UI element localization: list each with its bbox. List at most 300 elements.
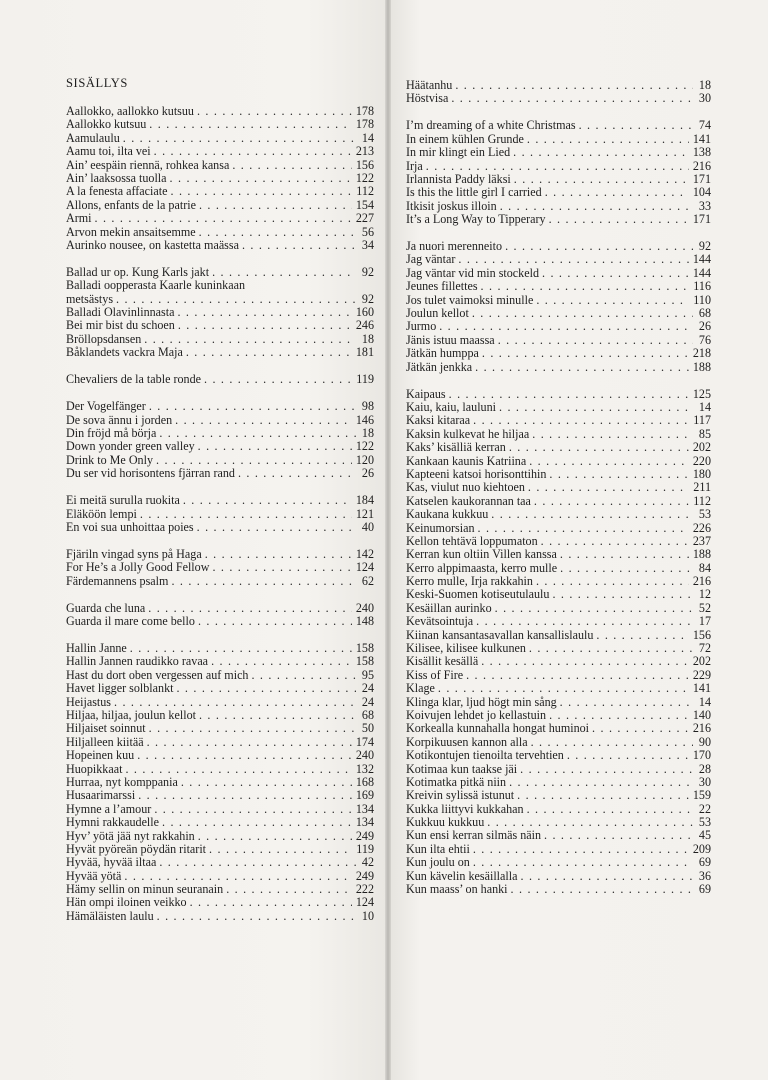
page-number: 117 <box>693 413 711 428</box>
dot-leader <box>242 239 356 252</box>
entry-title: Is this the little girl I carried <box>406 185 542 200</box>
dot-leader <box>148 602 352 615</box>
entry-title: metsästys <box>66 291 114 306</box>
page-number: 119 <box>356 372 374 387</box>
index-entry <box>406 548 711 561</box>
dot-leader <box>190 896 352 909</box>
entry-title: Jätkän jenkka <box>406 359 473 374</box>
entry-title: Keski-Suomen kotiseutulaulu <box>406 587 550 602</box>
dot-leader <box>529 642 693 655</box>
entry-title: Jos tulet vaimoksi minulle <box>406 292 534 307</box>
entry-title: Kisällit kesällä <box>406 654 479 669</box>
dot-leader <box>130 642 352 655</box>
entry-title: Kun kävelin kesäillalla <box>406 868 518 883</box>
dot-leader <box>451 92 693 105</box>
page-number: 45 <box>698 828 711 843</box>
dot-leader <box>183 494 352 507</box>
index-group <box>66 548 374 588</box>
index-entry <box>406 320 711 333</box>
index-entry <box>406 829 711 842</box>
index-entry <box>406 495 711 508</box>
entry-title: Kun ensi kerran silmäs näin <box>406 828 542 843</box>
index-entry <box>406 615 711 628</box>
page-number: 53 <box>698 507 711 522</box>
page-number: 134 <box>355 801 374 816</box>
page-number: 148 <box>355 614 374 629</box>
dot-leader <box>181 776 352 789</box>
dot-leader <box>482 347 689 360</box>
dot-leader <box>176 682 356 695</box>
dot-leader <box>198 615 352 628</box>
page-number: 50 <box>361 721 374 736</box>
entry-title: Jänis istuu maassa <box>406 332 495 347</box>
dot-leader <box>473 414 689 427</box>
dot-leader <box>149 118 352 131</box>
index-entry <box>66 333 374 346</box>
entry-title: Kankaan kaunis Katriina <box>406 453 527 468</box>
index-entry <box>66 440 374 453</box>
dot-leader <box>199 709 356 722</box>
index-entry <box>406 535 711 548</box>
page-number: 158 <box>355 654 374 669</box>
dot-leader <box>238 467 356 480</box>
page-number: 209 <box>692 841 711 856</box>
index-entry <box>66 655 374 668</box>
page-number: 84 <box>698 560 711 575</box>
entry-title: Husaarimarssi <box>66 788 136 803</box>
index-entry <box>406 455 711 468</box>
index-entry <box>406 508 711 521</box>
page-number: 158 <box>355 641 374 656</box>
entry-title: I’m dreaming of a white Christmas <box>406 118 576 133</box>
page-title: SISÄLLYS <box>66 76 128 90</box>
dot-leader <box>125 763 351 776</box>
entry-title: Bröllopsdansen <box>66 331 142 346</box>
entry-title: Koivujen lehdet jo kellastuin <box>406 707 547 722</box>
dot-leader <box>426 160 689 173</box>
dot-leader <box>527 803 693 816</box>
left-index-list <box>66 105 374 923</box>
page-number: 104 <box>692 185 711 200</box>
page-number: 220 <box>692 453 711 468</box>
dot-leader <box>439 320 693 333</box>
dot-leader <box>149 400 356 413</box>
index-entry <box>406 92 711 105</box>
index-group <box>406 240 711 374</box>
index-entry <box>66 494 374 507</box>
index-entry <box>406 709 711 722</box>
page-number: 171 <box>692 212 711 227</box>
entry-title: Kerro mulle, Irja rakkahin <box>406 574 533 589</box>
dot-leader <box>95 212 352 225</box>
entry-title: Kreivin sylissä istunut <box>406 788 515 803</box>
dot-leader <box>552 588 693 601</box>
left-column <box>66 77 374 937</box>
index-entry <box>66 736 374 749</box>
page-number: 53 <box>698 815 711 830</box>
index-entry <box>66 346 374 359</box>
entry-title: De sova ännu i jorden <box>66 412 173 427</box>
entry-title: Kukka liittyvi kukkahan <box>406 801 524 816</box>
dot-leader <box>549 468 688 481</box>
dot-leader <box>162 816 352 829</box>
entry-title: Jurmo <box>406 319 437 334</box>
entry-title: Hämäläisten laulu <box>66 908 154 923</box>
index-entry <box>66 427 374 440</box>
page-number: 10 <box>361 908 374 923</box>
dot-leader <box>209 843 352 856</box>
entry-title: Häätanhu <box>406 78 453 92</box>
dot-leader <box>473 856 693 869</box>
dot-leader <box>549 213 689 226</box>
index-entry <box>66 373 374 386</box>
page-number: 246 <box>355 318 374 333</box>
entry-title: Du ser vid horisontens fjärran rand <box>66 466 235 481</box>
page-number: 211 <box>693 480 711 495</box>
entry-title: A la fenesta affaciate <box>66 184 168 199</box>
index-entry <box>66 709 374 722</box>
index-group <box>66 266 374 360</box>
entry-title: Drink to Me Only <box>66 452 154 467</box>
entry-title: Aallokko kutsuu <box>66 117 147 132</box>
dot-leader <box>149 722 356 735</box>
page-number: 22 <box>698 801 711 816</box>
dot-leader <box>232 159 352 172</box>
dot-leader <box>509 776 693 789</box>
page-number: 18 <box>698 78 711 92</box>
dot-leader <box>211 655 352 668</box>
page-number: 146 <box>355 412 374 427</box>
page-number: 85 <box>698 426 711 441</box>
index-entry <box>406 213 711 226</box>
entry-title: Der Vogelfänger <box>66 399 146 414</box>
entry-title: Kiinan kansantasavallan kansallislaulu <box>406 627 594 642</box>
index-entry <box>406 160 711 173</box>
entry-title: Ballad ur op. Kung Karls jakt <box>66 264 210 279</box>
page-number: 169 <box>355 788 374 803</box>
dot-leader <box>438 682 689 695</box>
index-entry <box>406 749 711 762</box>
page-number: 141 <box>692 131 711 146</box>
entry-title: Kellon tehtävä loppumaton <box>406 533 538 548</box>
dot-leader <box>567 749 689 762</box>
dot-leader <box>212 561 351 574</box>
index-entry <box>406 401 711 414</box>
page-number: 216 <box>692 721 711 736</box>
page-number: 154 <box>355 197 374 212</box>
page-number: 52 <box>698 600 711 615</box>
index-entry <box>406 602 711 615</box>
index-entry <box>66 749 374 762</box>
index-entry <box>66 870 374 883</box>
index-entry <box>66 199 374 212</box>
page-number: 17 <box>698 614 711 629</box>
page-number: 24 <box>361 681 374 696</box>
dot-leader <box>517 789 689 802</box>
index-entry <box>66 803 374 816</box>
dot-leader <box>476 615 693 628</box>
entry-title: Hurraa, nyt komppania <box>66 774 178 789</box>
index-entry <box>406 522 711 535</box>
entry-title: Hämy sellin on minun seuranain <box>66 882 224 897</box>
page-number: 144 <box>692 252 711 267</box>
entry-title: Kotimaa kun taakse jäi <box>406 761 518 776</box>
page-number: 138 <box>692 145 711 160</box>
index-group <box>66 642 374 923</box>
entry-title: Irlannista Paddy läksi <box>406 171 511 186</box>
page-number: 141 <box>692 681 711 696</box>
page-number: 140 <box>692 707 711 722</box>
index-entry <box>66 696 374 709</box>
page-number: 95 <box>361 667 374 682</box>
entry-title: Din fröjd må börja <box>66 425 157 440</box>
dot-leader <box>147 736 352 749</box>
page-number: 110 <box>693 292 711 307</box>
index-entry <box>406 669 711 682</box>
page-number: 98 <box>361 399 374 414</box>
index-group <box>66 602 374 629</box>
page-number: 124 <box>355 895 374 910</box>
dot-leader <box>226 883 352 896</box>
dot-leader <box>478 522 689 535</box>
index-entry <box>66 816 374 829</box>
entry-title: In einem kühlen Grunde <box>406 131 524 146</box>
page-number: 42 <box>361 855 374 870</box>
page-number: 72 <box>698 641 711 656</box>
page-number: 237 <box>692 533 711 548</box>
page-number: 56 <box>361 224 374 239</box>
dot-leader <box>475 361 689 374</box>
dot-leader <box>542 267 689 280</box>
dot-leader <box>197 521 356 534</box>
dot-leader <box>170 172 352 185</box>
dot-leader <box>205 548 352 561</box>
entry-title: Kaipaus <box>406 386 446 401</box>
dot-leader <box>500 200 693 213</box>
entry-title: Ain’ laaksossa tuolla <box>66 170 167 185</box>
page-number: 124 <box>355 560 374 575</box>
dot-leader <box>528 481 689 494</box>
entry-title: Kaiu, kaiu, lauluni <box>406 399 497 414</box>
dot-leader <box>154 145 352 158</box>
page-number: 12 <box>698 587 711 602</box>
dot-leader <box>154 803 352 816</box>
dot-leader <box>212 266 356 279</box>
dot-leader <box>495 602 693 615</box>
entry-title: Aurinko nousee, on kastetta maässa <box>66 237 239 252</box>
dot-leader <box>156 454 352 467</box>
entry-title: Heijastus <box>66 694 112 709</box>
page-number: 28 <box>698 761 711 776</box>
entry-title: Ain’ eespäin riennä, rohkea kansa <box>66 157 230 172</box>
index-entry <box>406 200 711 213</box>
page-number: 30 <box>698 91 711 106</box>
page-number: 92 <box>361 264 374 279</box>
page-number: 240 <box>355 748 374 763</box>
entry-title: Korkealla kunnahalla hongat huminoi <box>406 721 590 736</box>
page-number: 125 <box>692 386 711 401</box>
dot-leader <box>159 427 356 440</box>
entry-title: Joulun kellot <box>406 306 469 321</box>
page-number: 168 <box>355 774 374 789</box>
index-entry <box>66 763 374 776</box>
entry-title: Kaukana kukkuu <box>406 507 489 522</box>
page-number: 68 <box>698 306 711 321</box>
page-number: 18 <box>361 425 374 440</box>
index-entry <box>66 910 374 923</box>
page-number: 76 <box>698 332 711 347</box>
entry-title: Klage <box>406 681 435 696</box>
entry-title: Ja nuori merenneito <box>406 239 503 254</box>
index-entry <box>406 736 711 749</box>
page-number: 112 <box>693 493 711 508</box>
index-entry <box>406 334 711 347</box>
index-entry <box>406 280 711 293</box>
entry-title: Kun joulu on <box>406 855 470 870</box>
index-entry <box>406 428 711 441</box>
page-number: 119 <box>356 841 374 856</box>
page-number: 132 <box>355 761 374 776</box>
page-number: 156 <box>355 157 374 172</box>
page-number: 68 <box>361 708 374 722</box>
index-entry <box>66 454 374 467</box>
entry-title: Down yonder green valley <box>66 439 195 454</box>
dot-leader <box>251 669 356 682</box>
dot-leader <box>498 334 693 347</box>
dot-leader <box>114 696 356 709</box>
index-entry <box>406 307 711 320</box>
index-entry <box>406 468 711 481</box>
index-entry <box>66 172 374 185</box>
page-number: 142 <box>355 546 374 561</box>
dot-leader <box>198 440 352 453</box>
index-entry <box>406 776 711 789</box>
entry-title: Färdemannens psalm <box>66 573 169 588</box>
index-entry <box>66 776 374 789</box>
index-entry <box>406 870 711 883</box>
index-group <box>66 494 374 534</box>
dot-leader <box>545 186 689 199</box>
index-entry <box>406 294 711 307</box>
entry-title: Armi <box>66 211 92 226</box>
page-number: 181 <box>355 345 374 360</box>
dot-leader <box>449 388 689 401</box>
dot-leader <box>511 883 693 896</box>
entry-title: Kesäillan aurinko <box>406 600 492 615</box>
dot-leader <box>199 226 356 239</box>
entry-title: Hyvää yötä <box>66 868 122 883</box>
index-entry <box>406 883 711 896</box>
page-number: 122 <box>355 170 374 185</box>
page-number: 34 <box>361 237 374 252</box>
entry-title: Allons, enfants de la patrie <box>66 197 196 212</box>
index-entry <box>406 388 711 401</box>
index-group <box>406 388 711 897</box>
index-entry <box>406 789 711 802</box>
index-group <box>66 373 374 386</box>
index-group <box>66 400 374 480</box>
dot-leader <box>466 669 689 682</box>
page-number: 216 <box>692 574 711 589</box>
index-entry <box>66 615 374 628</box>
dot-leader <box>592 722 689 735</box>
entry-title: Aamulaulu <box>66 130 120 145</box>
index-entry <box>66 319 374 332</box>
entry-title: Balladi Olavinlinnasta <box>66 305 175 320</box>
dot-leader <box>186 346 352 359</box>
dot-leader <box>521 870 694 883</box>
entry-title: Hiljaa, hiljaa, joulun kellot <box>66 708 196 722</box>
dot-leader <box>473 843 689 856</box>
entry-title: Kun ilta ehtii <box>406 841 470 856</box>
dot-leader <box>505 240 693 253</box>
dot-leader <box>178 319 352 332</box>
entry-title: Kapteeni katsoi horisonttihin <box>406 466 547 481</box>
index-entry <box>406 629 711 642</box>
entry-title: Hyvää, hyvää iltaa <box>66 855 157 870</box>
page-number: 69 <box>698 855 711 870</box>
index-entry <box>66 843 374 856</box>
entry-title: Jätkän humppa <box>406 346 479 361</box>
index-group <box>66 105 374 252</box>
entry-title: Katselen kaukorannan taa <box>406 493 531 508</box>
entry-title: Huopikkaat <box>66 761 123 776</box>
index-entry <box>406 441 711 454</box>
entry-title: Kaksi kitaraa <box>406 413 471 428</box>
index-entry <box>66 145 374 158</box>
entry-title: Hallin Jannen raudikko ravaa <box>66 654 209 669</box>
index-entry <box>66 548 374 561</box>
entry-title: Båklandets vackra Maja <box>66 345 183 360</box>
index-entry <box>66 467 374 480</box>
dot-leader <box>199 199 352 212</box>
page-number: 33 <box>698 198 711 213</box>
index-entry <box>406 856 711 869</box>
page-number: 184 <box>355 493 374 508</box>
page-number: 30 <box>698 774 711 789</box>
dot-leader <box>544 829 693 842</box>
entry-title: For He’s a Jolly Good Fellow <box>66 560 210 575</box>
entry-title: Kun maass’ on hanki <box>406 882 508 897</box>
entry-title: Irja <box>406 158 423 173</box>
page-number: 116 <box>693 279 711 294</box>
index-entry <box>406 642 711 655</box>
entry-title: Bei mir bist du schoen <box>66 318 175 333</box>
entry-title: Hyvät pyöreän pöydän ritarit <box>66 841 207 856</box>
index-entry <box>66 118 374 131</box>
index-entry-title-line: Balladi oopperasta Kaarle kuninkaan <box>66 278 245 293</box>
entry-title: Eläköön lempi <box>66 506 137 521</box>
index-entry <box>66 642 374 655</box>
index-entry <box>406 763 711 776</box>
entry-title: Hiljaiset soinnut <box>66 721 146 736</box>
index-entry <box>66 400 374 413</box>
entry-title: Fjäriln vingad syns på Haga <box>66 546 202 561</box>
index-entry <box>66 521 374 534</box>
page-number: 69 <box>698 882 711 897</box>
entry-title: Aallokko, aallokko kutsuu <box>66 104 194 118</box>
index-entry <box>66 561 374 574</box>
dot-leader <box>596 629 688 642</box>
entry-title: Kotimatka pitkä niin <box>406 774 507 789</box>
dot-leader <box>541 535 689 548</box>
index-entry <box>406 240 711 253</box>
dot-leader <box>116 293 356 306</box>
index-entry <box>406 562 711 575</box>
entry-title: Kilisee, kilisee kulkunen <box>406 641 526 656</box>
index-entry <box>406 575 711 588</box>
page-number: 26 <box>361 466 374 481</box>
